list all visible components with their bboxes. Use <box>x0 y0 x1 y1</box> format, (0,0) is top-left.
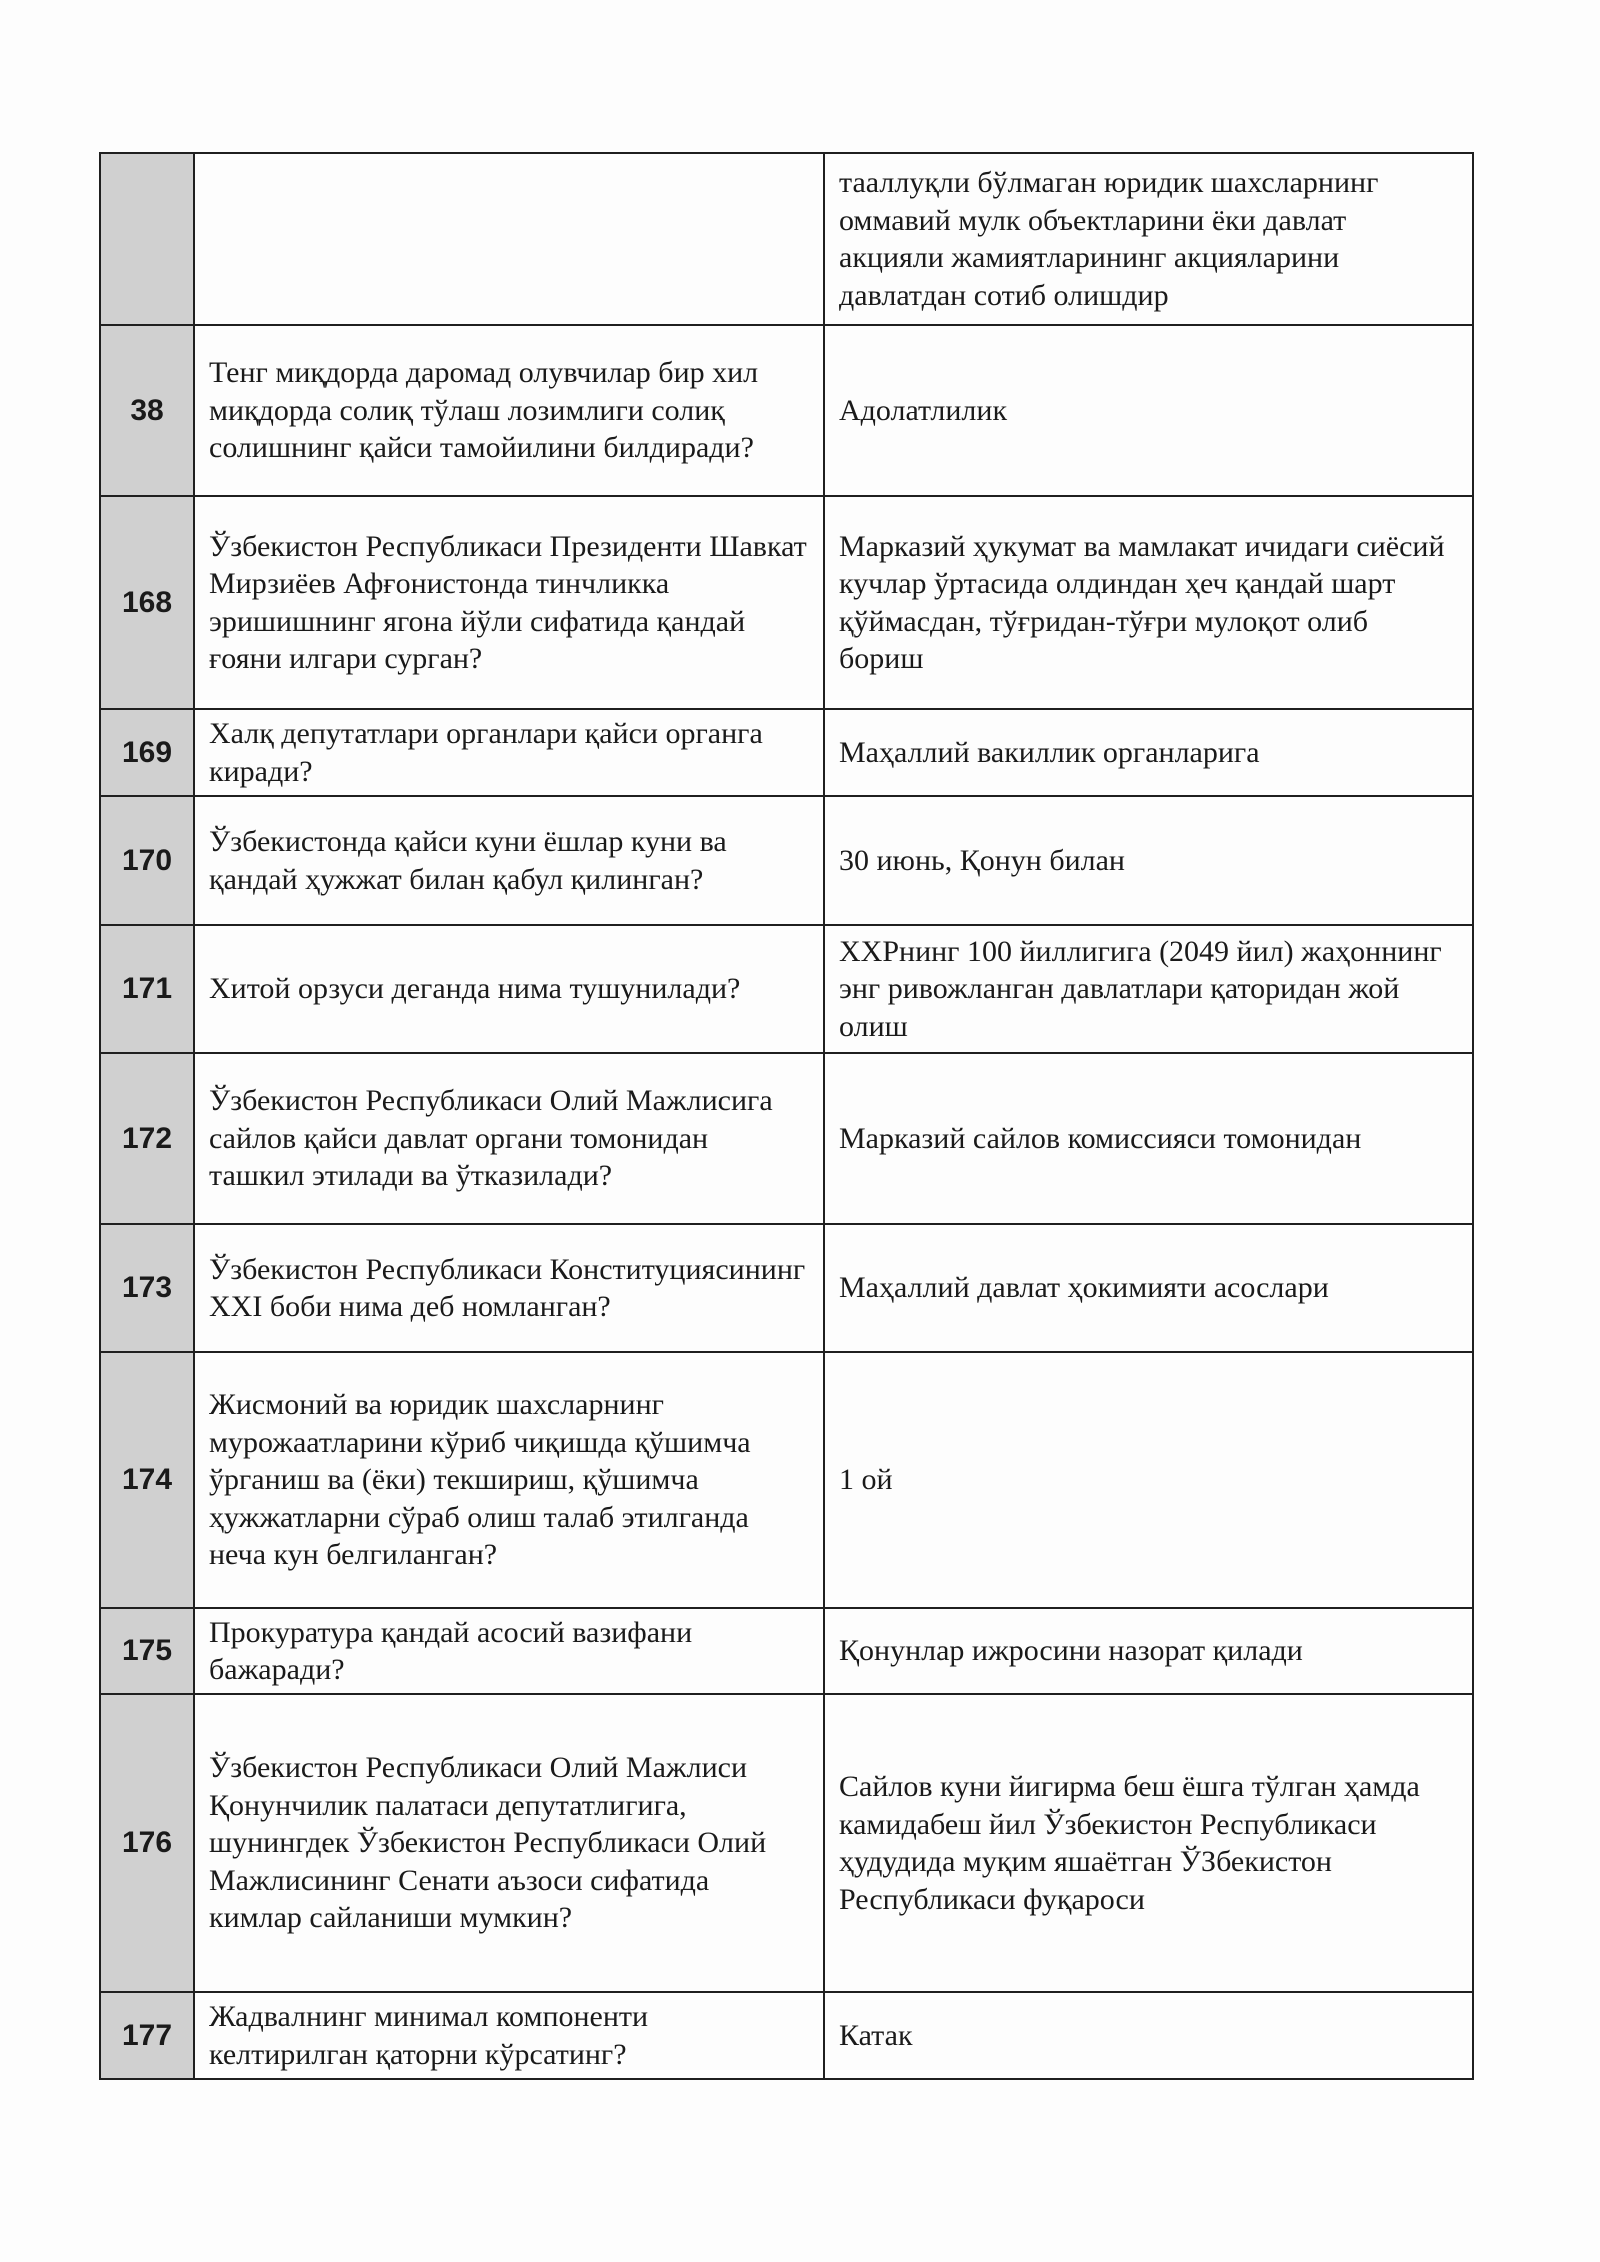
row-number: 175 <box>100 1608 194 1694</box>
row-number: 177 <box>100 1992 194 2079</box>
row-number: 171 <box>100 925 194 1053</box>
answer-cell: Қонунлар ижросини назорат қилади <box>824 1608 1473 1694</box>
table-row <box>100 153 1473 325</box>
row-number: 38 <box>100 325 194 496</box>
table-row <box>100 1224 1473 1352</box>
table-row <box>100 796 1473 925</box>
row-number: 173 <box>100 1224 194 1352</box>
row-number: 176 <box>100 1694 194 1992</box>
table-row <box>100 709 1473 796</box>
question-cell: Жадвалнинг минимал компоненти келтирилган қаторни кўрсатинг? <box>194 1992 824 2079</box>
table-row <box>100 1352 1473 1608</box>
table-row <box>100 1694 1473 1992</box>
question-cell: Ўзбекистон Республикаси Олий Мажлисига сайлов қайси давлат органи томонидан ташкил этилади ва ўтказилади? <box>194 1053 824 1224</box>
answer-cell: Сайлов куни йигирма беш ёшга тўлган ҳамда камидабеш йил Ўзбекистон Республикаси ҳудудида муқим яшаётган ЎЗбекистон Республикаси фуқароси <box>824 1694 1473 1992</box>
answer-cell: Маҳаллий давлат ҳокимияти асослари <box>824 1224 1473 1352</box>
answer-cell: Марказий сайлов комиссияси томонидан <box>824 1053 1473 1224</box>
table-row <box>100 1608 1473 1694</box>
question-cell: Жисмоний ва юридик шахсларнинг мурожаатларини кўриб чиқишда қўшимча ўрганиш ва (ёки) текшириш, қўшимча ҳужжатларни сўраб олиш талаб этилганда неча кун белгиланган? <box>194 1352 824 1608</box>
answer-cell: 1 ой <box>824 1352 1473 1608</box>
table-row <box>100 1992 1473 2079</box>
row-number: 170 <box>100 796 194 925</box>
question-cell: Тенг миқдорда даромад олувчилар бир хил миқдорда солиқ тўлаш лозимлиги солиқ солишнинг қайси тамойилини билдиради? <box>194 325 824 496</box>
qa-table <box>99 152 1474 2080</box>
row-number <box>100 153 194 325</box>
answer-cell: тааллуқли бўлмаган юридик шахсларнинг оммавий мулк объектларини ёки давлат акцияли жамиятларининг акцияларини давлатдан сотиб олишдир <box>824 153 1473 325</box>
row-number: 174 <box>100 1352 194 1608</box>
answer-cell: Катак <box>824 1992 1473 2079</box>
question-cell <box>194 153 824 325</box>
question-cell: Хитой орзуси деганда нима тушунилади? <box>194 925 824 1053</box>
table-row <box>100 925 1473 1053</box>
answer-cell: 30 июнь, Қонун билан <box>824 796 1473 925</box>
table-row <box>100 1053 1473 1224</box>
question-cell: Халқ депутатлари органлари қайси органга киради? <box>194 709 824 796</box>
question-cell: Ўзбекистон Республикаси Конституциясининг XXI боби нима деб номланган? <box>194 1224 824 1352</box>
table-row <box>100 496 1473 709</box>
question-cell: Ўзбекистон Республикаси Олий Мажлиси Қонунчилик палатаси депутатлигига, шунингдек Ўзбекистон Республикаси Олий Мажлисининг Сенати аъзоси сифатида кимлар сайланиши мумкин? <box>194 1694 824 1992</box>
answer-cell: ХХРнинг 100 йиллигига (2049 йил) жаҳоннинг энг ривожланган давлатлари қаторидан жой олиш <box>824 925 1473 1053</box>
answer-cell: Маҳаллий вакиллик органларига <box>824 709 1473 796</box>
row-number: 172 <box>100 1053 194 1224</box>
row-number: 169 <box>100 709 194 796</box>
table-row <box>100 325 1473 496</box>
answer-cell: Марказий ҳукумат ва мамлакат ичидаги сиёсий кучлар ўртасида олдиндан ҳеч қандай шарт қўймасдан, тўғридан-тўғри мулоқот олиб бориш <box>824 496 1473 709</box>
question-cell: Ўзбекистонда қайси куни ёшлар куни ва қандай ҳужжат билан қабул қилинган? <box>194 796 824 925</box>
question-cell: Прокуратура қандай асосий вазифани бажаради? <box>194 1608 824 1694</box>
question-cell: Ўзбекистон Республикаси Президенти Шавкат Мирзиёев Афғонистонда тинчликка эришишнинг ягона йўли сифатида қандай ғояни илгари сурган? <box>194 496 824 709</box>
row-number: 168 <box>100 496 194 709</box>
answer-cell: Адолатлилик <box>824 325 1473 496</box>
